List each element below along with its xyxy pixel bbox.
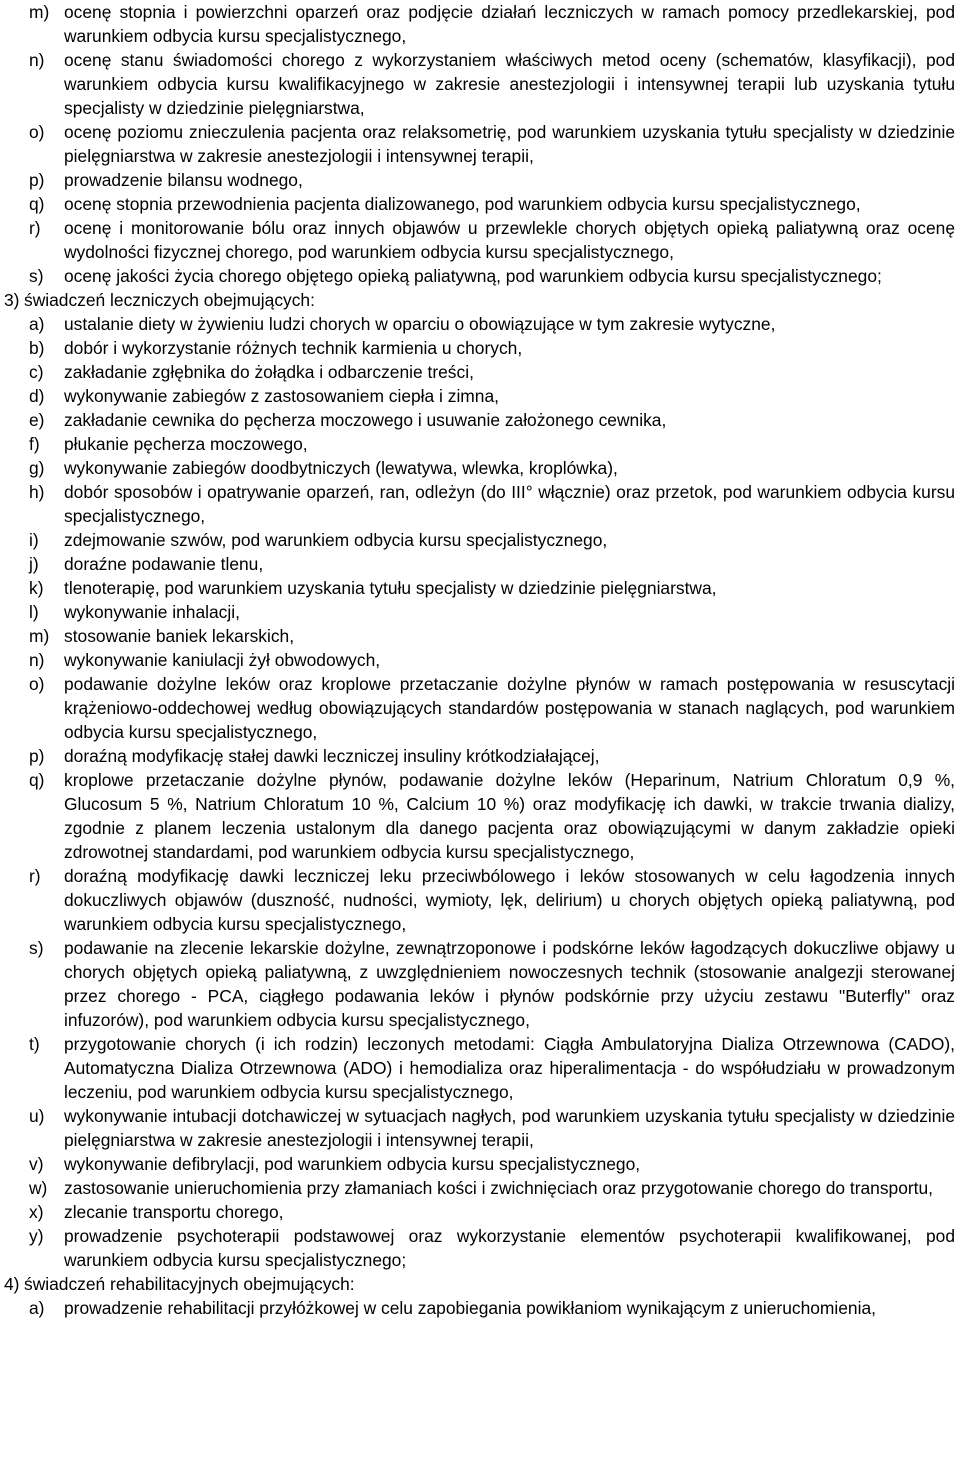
list-item-label: m) [29,2,50,22]
list-item [2,312,955,336]
list-item [2,48,955,120]
list-item-label: s) [29,938,44,958]
list-item-text: ocenę jakości życia chorego objętego opieką paliatywną, pod warunkiem odbycia kursu specjalistycznego; [64,266,882,286]
list-item-label: g) [29,458,45,478]
list-item-text: świadczeń leczniczych obejmujących: [24,290,315,310]
list-item-label: b) [29,338,45,358]
list-item-label: q) [29,770,45,790]
list-item-label: v) [29,1154,44,1174]
list-item [2,1104,955,1152]
list-item-text: tlenoterapię, pod warunkiem uzyskania tytułu specjalisty w dziedzinie pielęgniarstwa, [64,578,717,598]
list-item-label: o) [29,674,45,694]
list-item-text: podawanie dożylne leków oraz kroplowe przetaczanie dożylne płynów w ramach postępowania w resuscytacji krążeniowo-oddechowej według obowiązujących standardów postępowania w stanach naglących, pod warunkiem odbycia kursu specjalistycznego, [64,674,955,742]
list-item-label: k) [29,578,44,598]
list-item [2,120,955,168]
list-item-text: wykonywanie zabiegów doodbytniczych (lewatywa, wlewka, kroplówka), [64,458,618,478]
list-item-label: a) [29,1298,45,1318]
list-item-text: płukanie pęcherza moczowego, [64,434,308,454]
list-item-label: d) [29,386,45,406]
list-item-text: zastosowanie unieruchomienia przy złamaniach kości i zwichnięciach oraz przygotowanie chorego do transportu, [64,1178,934,1198]
list-item-text: świadczeń rehabilitacyjnych obejmujących: [24,1274,355,1294]
list-item-text: zdejmowanie szwów, pod warunkiem odbycia kursu specjalistycznego, [64,530,608,550]
list-item-text: wykonywanie zabiegów z zastosowaniem ciepła i zimna, [64,386,499,406]
list-item [2,1176,955,1200]
list-item-text: doraźną modyfikację stałej dawki leczniczej insuliny krótkodziałającej, [64,746,600,766]
list-item [2,168,955,192]
list-item-label: s) [29,266,44,286]
list-item-label: h) [29,482,45,502]
list-item [2,936,955,1032]
list-item-text: zakładanie zgłębnika do żołądka i odbarczenie treści, [64,362,474,382]
list-item-text: zakładanie cewnika do pęcherza moczowego i usuwanie założonego cewnika, [64,410,667,430]
list-item-label: n) [29,50,45,70]
list-item [2,1296,955,1320]
list-item-label: y) [29,1226,44,1246]
list-item-text: stosowanie baniek lekarskich, [64,626,295,646]
list-item [2,456,955,480]
list-item-label: a) [29,314,45,334]
list-item-label: e) [29,410,45,430]
list-item-label: l) [29,602,39,622]
list-item [2,1200,955,1224]
list-item-text: ocenę stopnia i powierzchni oparzeń oraz podjęcie działań leczniczych w ramach pomocy przedlekarskiej, pod warunkiem odbycia kursu specjalistycznego, [64,2,955,46]
list-item-text: wykonywanie defibrylacji, pod warunkiem odbycia kursu specjalistycznego, [64,1154,641,1174]
list-item [2,648,955,672]
list-item [2,1224,955,1272]
list-item-text: wykonywanie intubacji dotchawiczej w sytuacjach nagłych, pod warunkiem uzyskania tytułu specjalisty w dziedzinie pielęgniarstwa w zakresie anestezjologii i intensywnej terapii, [64,1106,955,1150]
list-item [2,360,955,384]
list-item-label: o) [29,122,45,142]
list-item [2,528,955,552]
list-item-text: ocenę stopnia przewodnienia pacjenta dializowanego, pod warunkiem odbycia kursu specjalistycznego, [64,194,861,214]
list-item [2,744,955,768]
list-item-text: przygotowanie chorych (i ich rodzin) leczonych metodami: Ciągła Ambulatoryjna Dializa Otrzewnowa (CADO), Automatyczna Dializa Otrzewnowa (ADO) i hemodializa oraz hiperalimentacja - do współudziału w prowadzonym leczeniu, pod warunkiem odbycia kursu specjalistycznego, [64,1034,955,1102]
list-item-label: 3) [4,290,20,310]
list-item [2,384,955,408]
list-item [2,864,955,936]
section-heading [2,288,955,312]
list-item-label: n) [29,650,45,670]
list-item-label: r) [29,866,41,886]
list-item [2,552,955,576]
list-item-label: r) [29,218,41,238]
list-item [2,432,955,456]
list-item [2,768,955,864]
list-item [2,600,955,624]
list-item-text: zlecanie transportu chorego, [64,1202,284,1222]
list-item-text: dobór sposobów i opatrywanie oparzeń, ran, odleżyn (do III° włącznie) oraz przetok, pod warunkiem odbycia kursu specjalistycznego, [64,482,955,526]
list-item-text: ustalanie diety w żywieniu ludzi chorych w oparciu o obowiązujące w tym zakresie wytyczne, [64,314,776,334]
list-item [2,672,955,744]
list-item-label: c) [29,362,44,382]
list-item [2,408,955,432]
list-item-label: m) [29,626,50,646]
list-item-label: u) [29,1106,45,1126]
list-item [2,0,955,48]
list-item [2,1152,955,1176]
list-item-label: i) [29,530,39,550]
list-item-label: p) [29,170,45,190]
list-item-text: prowadzenie rehabilitacji przyłóżkowej w celu zapobiegania powikłaniom wynikającym z unieruchomienia, [64,1298,876,1318]
list-item-text: wykonywanie inhalacji, [64,602,240,622]
list-item-text: dobór i wykorzystanie różnych technik karmienia u chorych, [64,338,523,358]
list-item-label: q) [29,194,45,214]
list-item-text: prowadzenie bilansu wodnego, [64,170,303,190]
list-item-label: 4) [4,1274,20,1294]
list-item-label: x) [29,1202,44,1222]
list-item-label: t) [29,1034,40,1054]
section-heading [2,1272,955,1296]
list-item [2,216,955,264]
list-item [2,576,955,600]
list-item-text: prowadzenie psychoterapii podstawowej oraz wykorzystanie elementów psychoterapii kwalifikowanej, pod warunkiem odbycia kursu specjalistycznego; [64,1226,955,1270]
list-item-text: doraźną modyfikację dawki leczniczej leku przeciwbólowego i leków stosowanych w celu łagodzenia innych dokuczliwych objawów (duszność, nudności, wymioty, lęk, delirium) u chorych objętych opieką paliatywną, pod warunkiem odbycia kursu specjalistycznego, [64,866,955,934]
list-item [2,1032,955,1104]
list-item [2,264,955,288]
list-item [2,336,955,360]
list-item [2,480,955,528]
list-item-label: p) [29,746,45,766]
list-item-label: w) [29,1178,48,1198]
list-item-text: ocenę i monitorowanie bólu oraz innych objawów u przewlekle chorych objętych opieką paliatywną oraz ocenę wydolności fizycznej chorego, pod warunkiem odbycia kursu specjalistycznego, [64,218,955,262]
list-item [2,192,955,216]
list-item-text: kroplowe przetaczanie dożylne płynów, podawanie dożylne leków (Heparinum, Natrium Chloratum 0,9 %, Glucosum 5 %, Natrium Chloratum 10 %, Calcium 10 %) oraz modyfikację ich dawki, w trakcie trwania dializy, zgodnie z planem leczenia ustalonym dla danego pacjenta oraz obowiązującymi w danym zakładzie opieki zdrowotnej standardami, pod warunkiem odbycia kursu specjalistycznego, [64,770,955,862]
list-item-text: ocenę stanu świadomości chorego z wykorzystaniem właściwych metod oceny (schematów, klasyfikacji), pod warunkiem odbycia kursu kwalifikacyjnego w zakresie anestezjologii i intensywnej terapii lub uzyskania tytułu specjalisty w dziedzinie pielęgniarstwa, [64,50,955,118]
list-item [2,624,955,648]
list-item-label: j) [29,554,39,574]
list-item-text: ocenę poziomu znieczulenia pacjenta oraz relaksometrię, pod warunkiem uzyskania tytułu specjalisty w dziedzinie pielęgniarstwa w zakresie anestezjologii i intensywnej terapii, [64,122,955,166]
list-item-text: podawanie na zlecenie lekarskie dożylne, zewnątrzoponowe i podskórne leków łagodzących dokuczliwe objawy u chorych objętych opieką paliatywną, z uwzględnieniem nowoczesnych technik (stosowanie analgezji sterowanej przez chorego - PCA, ciągłego podawania leków i płynów podskórnie przy użyciu zestawu "Buterfly" oraz infuzorów), pod warunkiem odbycia kursu specjalistycznego, [64,938,955,1030]
list-item-text: doraźne podawanie tlenu, [64,554,264,574]
list-item-label: f) [29,434,40,454]
list-item-text: wykonywanie kaniulacji żył obwodowych, [64,650,381,670]
